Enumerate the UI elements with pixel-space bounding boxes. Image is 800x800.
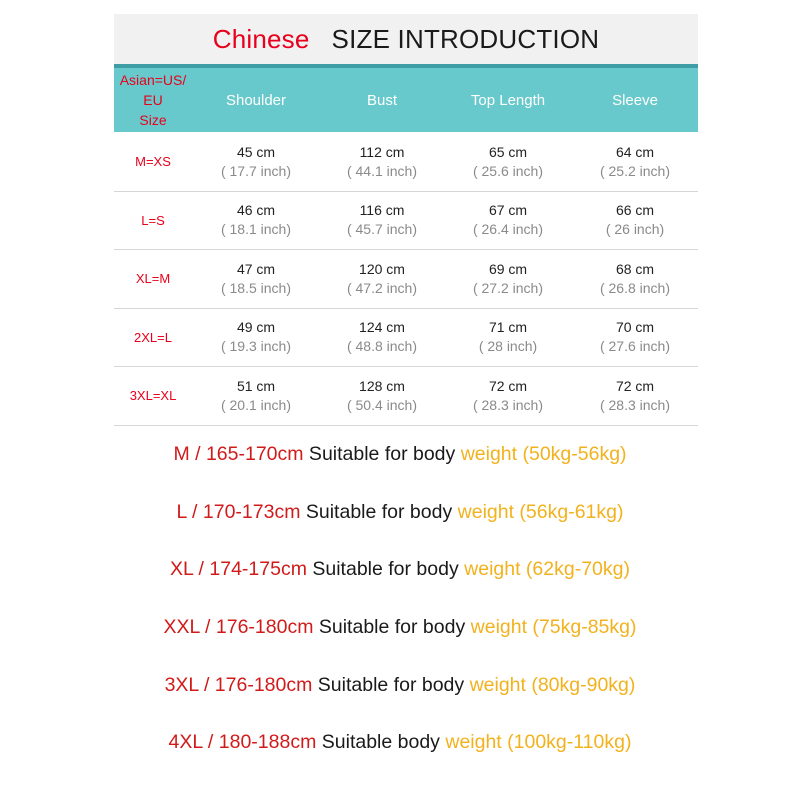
fit-text: Suitable for body — [313, 616, 471, 639]
size-height-range: XL / 174-175cm — [170, 558, 307, 581]
size-cell: XL=M — [135, 271, 171, 287]
value-cm: 128 cm — [359, 377, 405, 394]
value-inch: ( 47.2 inch) — [346, 279, 418, 296]
weight-range: weight (75kg-85kg) — [470, 616, 637, 639]
shoulder-cell — [192, 143, 320, 181]
value-inch: ( 19.3 inch) — [220, 338, 292, 355]
value-cm: 47 cm — [236, 260, 276, 277]
value-inch: ( 26 inch) — [605, 221, 665, 238]
size-cell: M=XS — [135, 154, 171, 170]
table-row — [114, 367, 698, 426]
value-cm: 45 cm — [236, 143, 276, 160]
top-length-cell — [444, 201, 572, 239]
value-inch: ( 27.6 inch) — [599, 338, 671, 355]
size-cell: 3XL=XL — [129, 388, 177, 404]
size-cell: 2XL=L — [134, 329, 172, 345]
table-header — [114, 68, 698, 132]
table-row — [114, 309, 698, 368]
value-inch: ( 26.4 inch) — [472, 221, 544, 238]
value-inch: ( 20.1 inch) — [220, 396, 292, 413]
title-chinese: Chinese — [212, 23, 310, 54]
table-row — [114, 133, 698, 192]
chart-title — [114, 14, 698, 64]
shoulder-cell — [192, 318, 320, 356]
value-cm: 67 cm — [488, 202, 528, 219]
value-cm: 65 cm — [488, 143, 528, 160]
value-inch: ( 28 inch) — [478, 338, 538, 355]
fit-line — [0, 484, 800, 542]
value-inch: ( 28.3 inch) — [599, 396, 671, 413]
value-inch: ( 28.3 inch) — [472, 396, 544, 413]
title-size-introduction: SIZE INTRODUCTION — [331, 23, 600, 54]
value-cm: 112 cm — [359, 143, 405, 160]
column-header-sleeve: Sleeve — [612, 91, 658, 109]
fit-text: Suitable for body — [303, 443, 461, 466]
value-cm: 69 cm — [488, 260, 528, 277]
value-inch: ( 25.2 inch) — [599, 162, 671, 179]
size-header-line: Size — [139, 112, 167, 128]
top-length-cell — [444, 143, 572, 181]
top-length-cell — [444, 260, 572, 298]
value-cm: 124 cm — [359, 319, 405, 336]
value-cm: 49 cm — [236, 319, 276, 336]
size-height-range: L / 170-173cm — [176, 500, 301, 523]
fit-line — [0, 656, 800, 714]
value-inch: ( 25.6 inch) — [472, 162, 544, 179]
value-cm: 64 cm — [615, 143, 655, 160]
value-cm: 120 cm — [359, 260, 405, 277]
size-height-range: M / 165-170cm — [173, 443, 304, 466]
fit-line — [0, 599, 800, 657]
value-inch: ( 26.8 inch) — [599, 279, 671, 296]
sleeve-cell — [572, 377, 698, 415]
shoulder-cell — [192, 201, 320, 239]
size-height-range: 4XL / 180-188cm — [168, 731, 317, 754]
sleeve-cell — [572, 318, 698, 356]
bust-cell — [320, 318, 444, 356]
shoulder-cell — [192, 260, 320, 298]
value-cm: 116 cm — [359, 202, 405, 219]
weight-range: weight (56kg-61kg) — [457, 500, 624, 523]
value-cm: 46 cm — [236, 202, 276, 219]
bust-cell — [320, 260, 444, 298]
weight-range: weight (80kg-90kg) — [469, 673, 636, 696]
value-cm: 68 cm — [615, 260, 655, 277]
value-cm: 72 cm — [488, 377, 528, 394]
column-header-bust: Bust — [366, 91, 397, 109]
value-inch: ( 18.1 inch) — [220, 221, 292, 238]
value-cm: 71 cm — [488, 319, 528, 336]
value-inch: ( 50.4 inch) — [346, 396, 418, 413]
weight-range: weight (62kg-70kg) — [464, 558, 630, 581]
bust-cell — [320, 201, 444, 239]
fit-line — [0, 426, 800, 484]
size-column-header — [114, 70, 192, 130]
sleeve-cell — [572, 201, 698, 239]
table-row — [114, 192, 698, 251]
weight-range: weight (100kg-110kg) — [445, 731, 632, 754]
fit-line — [0, 714, 800, 772]
sleeve-cell — [572, 260, 698, 298]
column-header-shoulder: Shoulder — [225, 91, 287, 109]
fit-text: Suitable for body — [312, 673, 470, 696]
size-height-range: 3XL / 176-180cm — [164, 673, 313, 696]
size-header-line: Asian=US/ — [119, 72, 187, 88]
value-inch: ( 18.5 inch) — [220, 279, 292, 296]
bust-cell — [320, 377, 444, 415]
weight-range: weight (50kg-56kg) — [460, 443, 627, 466]
fit-line — [0, 541, 800, 599]
value-inch: ( 17.7 inch) — [220, 162, 292, 179]
value-inch: ( 44.1 inch) — [346, 162, 418, 179]
value-inch: ( 27.2 inch) — [472, 279, 544, 296]
size-cell: L=S — [141, 212, 165, 228]
size-table — [114, 133, 698, 426]
value-cm: 66 cm — [615, 202, 655, 219]
size-height-range: XXL / 176-180cm — [163, 616, 314, 639]
sleeve-cell — [572, 143, 698, 181]
value-cm: 72 cm — [615, 377, 655, 394]
top-length-cell — [444, 377, 572, 415]
fit-text: Suitable for body — [306, 558, 465, 581]
value-cm: 70 cm — [615, 319, 655, 336]
value-inch: ( 48.8 inch) — [346, 338, 418, 355]
fit-text: Suitable for body — [300, 500, 458, 523]
column-header-top-length: Top Length — [470, 91, 546, 109]
value-inch: ( 45.7 inch) — [346, 221, 418, 238]
value-cm: 51 cm — [236, 377, 276, 394]
shoulder-cell — [192, 377, 320, 415]
table-row — [114, 250, 698, 309]
fit-text: Suitable body — [316, 731, 446, 754]
bust-cell — [320, 143, 444, 181]
body-fit-guide — [0, 426, 800, 772]
size-header-line: EU — [143, 92, 163, 108]
top-length-cell — [444, 318, 572, 356]
